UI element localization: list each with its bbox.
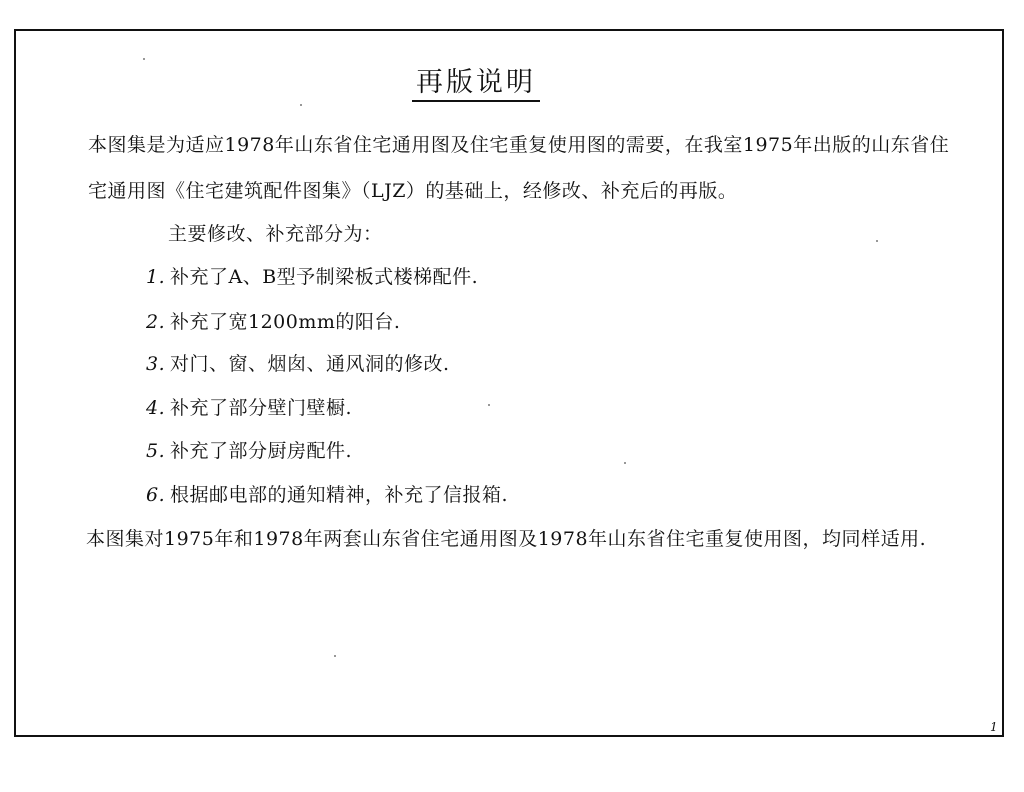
list-item-number: 6.	[146, 484, 166, 506]
list-item-text: 对门、窗、烟囱、通风洞的修改.	[170, 353, 450, 375]
scan-speck	[488, 404, 490, 406]
closing-paragraph: 本图集对1975年和1978年两套山东省住宅通用图及1978年山东省住宅重复使用图，均同样适用.	[86, 528, 927, 550]
subheading: 主要修改、补充部分为：	[168, 223, 383, 245]
intro-line-2: 宅通用图《住宅建筑配件图集》（LJZ）的基础上，经修改、补充后的再版。	[88, 180, 738, 202]
list-item	[146, 480, 508, 507]
scan-speck	[300, 104, 302, 106]
list-item-text: 补充了部分壁门壁橱.	[170, 397, 353, 419]
list-item	[146, 307, 400, 334]
list-item	[146, 349, 450, 376]
list-item-text: 补充了宽1200mm的阳台.	[170, 311, 401, 333]
list-item-text: 根据邮电部的通知精神，补充了信报箱.	[170, 484, 509, 506]
list-item-number: 3.	[146, 353, 166, 375]
list-item	[146, 436, 352, 463]
intro-line-1: 本图集是为适应1978年山东省住宅通用图及住宅重复使用图的需要，在我室1975年出版的山东省住	[88, 134, 950, 156]
list-item-number: 2.	[146, 311, 166, 333]
scan-speck	[876, 240, 878, 242]
list-item	[146, 262, 478, 289]
list-item	[146, 393, 352, 420]
scan-speck	[143, 58, 145, 60]
page-number: 1	[990, 720, 998, 734]
list-item-number: 5.	[146, 440, 166, 462]
list-item-number: 4.	[146, 397, 166, 419]
scan-speck	[334, 655, 336, 657]
list-item-text: 补充了部分厨房配件.	[170, 440, 353, 462]
document-title: 再版说明	[412, 60, 540, 102]
scan-speck	[624, 462, 626, 464]
list-item-number: 1.	[146, 266, 166, 288]
list-item-text: 补充了A、B型予制梁板式楼梯配件.	[170, 266, 479, 288]
